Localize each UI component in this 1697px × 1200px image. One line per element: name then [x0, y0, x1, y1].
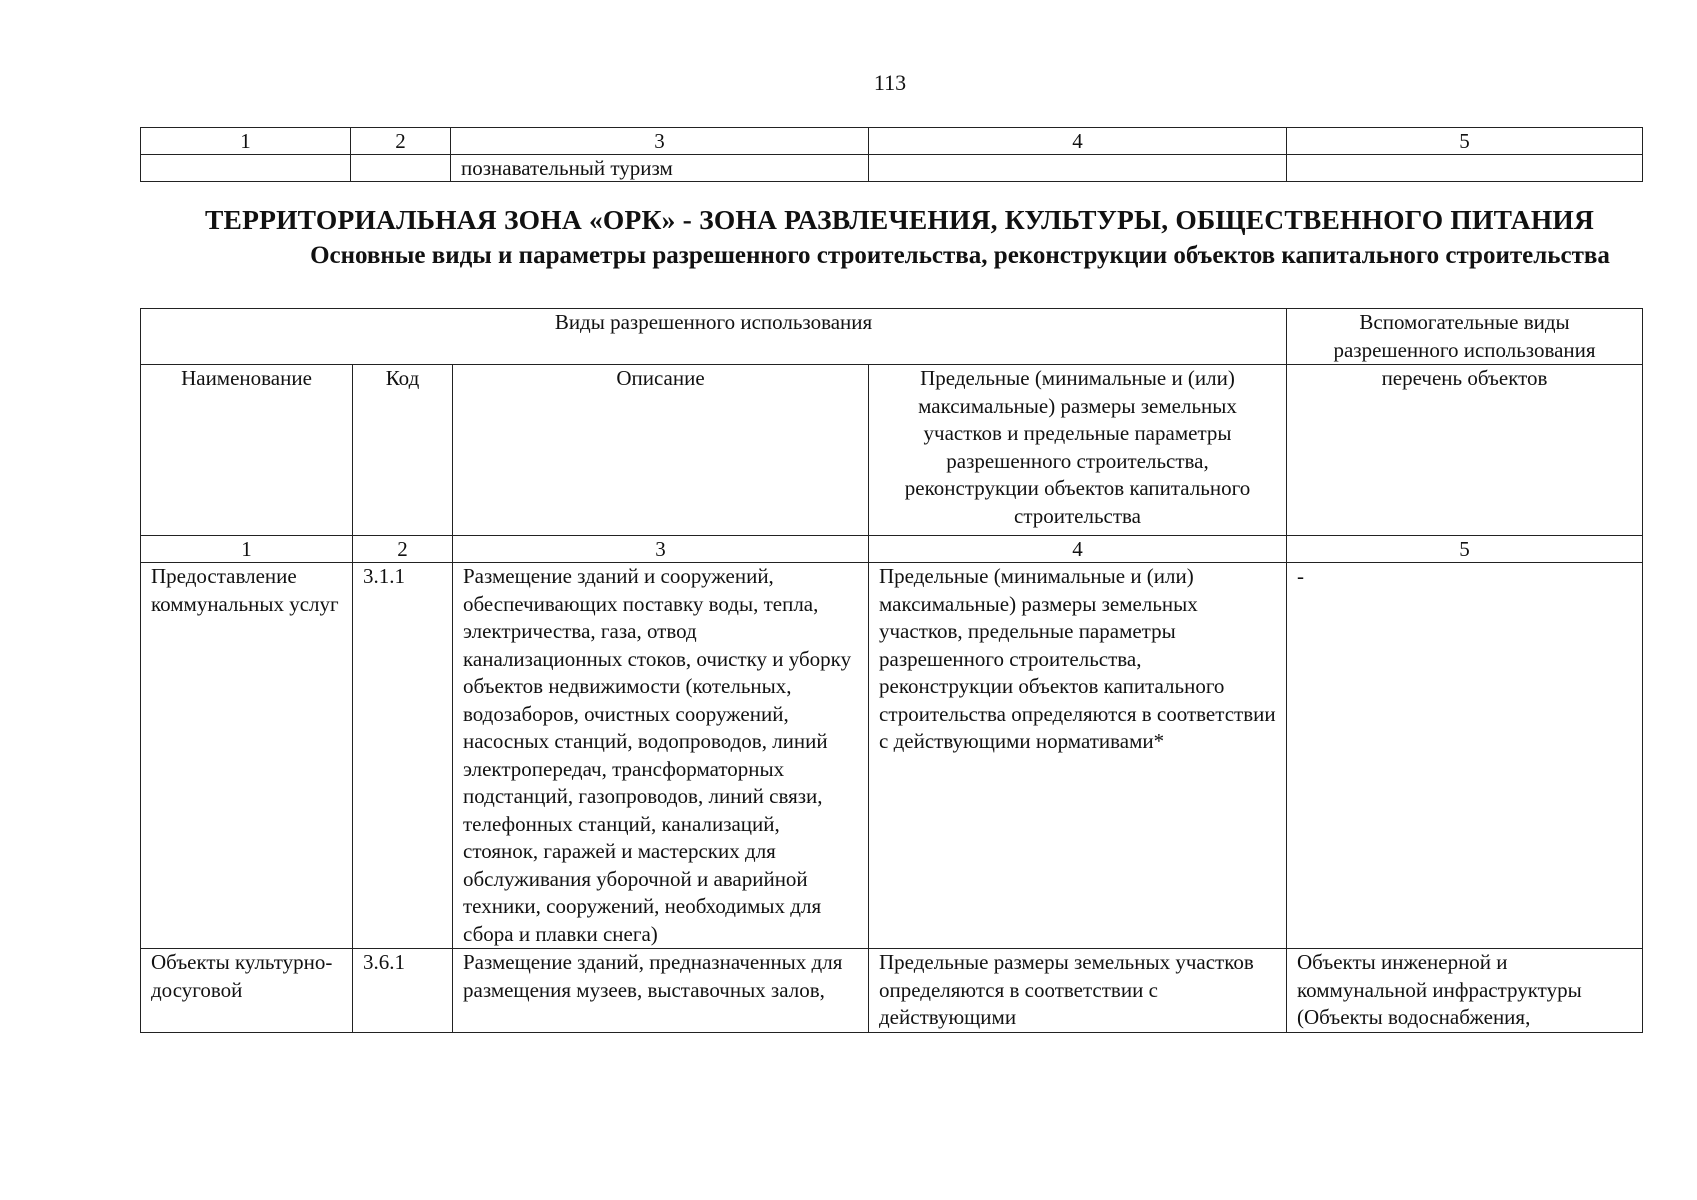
- column-number: 5: [1287, 128, 1643, 155]
- column-number: 3: [453, 536, 869, 563]
- column-number: 4: [869, 536, 1287, 563]
- column-number: 3: [451, 128, 869, 155]
- table-header-row: [141, 128, 1643, 155]
- use-name: Объекты культурно-досуговой: [141, 949, 353, 1033]
- zoning-table: [140, 308, 1643, 1033]
- continued-table: [140, 127, 1643, 182]
- use-parameters: Предельные (минимальные и (или) максимальные) размеры земельных участков, предельные параметры разрешенного строительства, реконструкции объектов капитального строительства определяются в соответствии с действующими нормативами*: [869, 563, 1287, 949]
- column-header-name: Наименование: [141, 365, 353, 536]
- column-header-objects: перечень объектов: [1287, 365, 1643, 536]
- use-parameters: Предельные размеры земельных участков определяются в соответствии с действующими: [869, 949, 1287, 1033]
- use-description: Размещение зданий и сооружений, обеспечивающих поставку воды, тепла, электричества, газа, отвод канализационных стоков, очистку и уборку объектов недвижимости (котельных, водозаборов, очистных сооружений, насосных станций, водопроводов, линий электропередач, трансформаторных подстанций, газопроводов, линий связи, телефонных станций, канализаций, стоянок, гаражей и мастерских для обслуживания уборочной и аварийной техники, сооружений, необходимых для сбора и плавки снега): [453, 563, 869, 949]
- group-header-row: [141, 309, 1643, 365]
- column-number: 1: [141, 536, 353, 563]
- table-cell: [351, 155, 451, 182]
- auxiliary-objects: Объекты инженерной и коммунальной инфраструктуры (Объекты водоснабжения,: [1287, 949, 1643, 1033]
- use-description: Размещение зданий, предназначенных для размещения музеев, выставочных залов,: [453, 949, 869, 1033]
- use-name: Предоставление коммунальных услуг: [141, 563, 353, 949]
- zone-title: ТЕРРИТОРИАЛЬНАЯ ЗОНА «ОРК» - ЗОНА РАЗВЛЕЧЕНИЯ, КУЛЬТУРЫ, ОБЩЕСТВЕННОГО ПИТАНИЯ: [205, 204, 1595, 235]
- table-row: [141, 949, 1643, 1033]
- table-row: [141, 155, 1643, 182]
- table-row: [141, 563, 1643, 949]
- column-header-description: Описание: [453, 365, 869, 536]
- zone-subtitle: Основные виды и параметры разрешенного строительства, реконструкции объектов капитального строительства: [310, 242, 1610, 269]
- group-header-auxiliary: Вспомогательные виды разрешенного использования: [1287, 309, 1643, 365]
- use-code: 3.6.1: [353, 949, 453, 1033]
- table-cell: познавательный туризм: [451, 155, 869, 182]
- column-number: 4: [869, 128, 1287, 155]
- column-number: 5: [1287, 536, 1643, 563]
- table-cell: [869, 155, 1287, 182]
- column-number: 2: [351, 128, 451, 155]
- auxiliary-objects: -: [1287, 563, 1643, 949]
- table-cell: [141, 155, 351, 182]
- use-code: 3.1.1: [353, 563, 453, 949]
- column-header-code: Код: [353, 365, 453, 536]
- page-number: 113: [873, 70, 907, 95]
- group-header-main: Виды разрешенного использования: [141, 309, 1287, 365]
- column-header-parameters: Предельные (минимальные и (или) максимальные) размеры земельных участков и предельные параметры разрешенного строительства, реконструкции объектов капитального строительства: [869, 365, 1287, 536]
- column-number: 1: [141, 128, 351, 155]
- column-number: 2: [353, 536, 453, 563]
- table-cell: [1287, 155, 1643, 182]
- column-number-row: [141, 536, 1643, 563]
- column-header-row: [141, 365, 1643, 536]
